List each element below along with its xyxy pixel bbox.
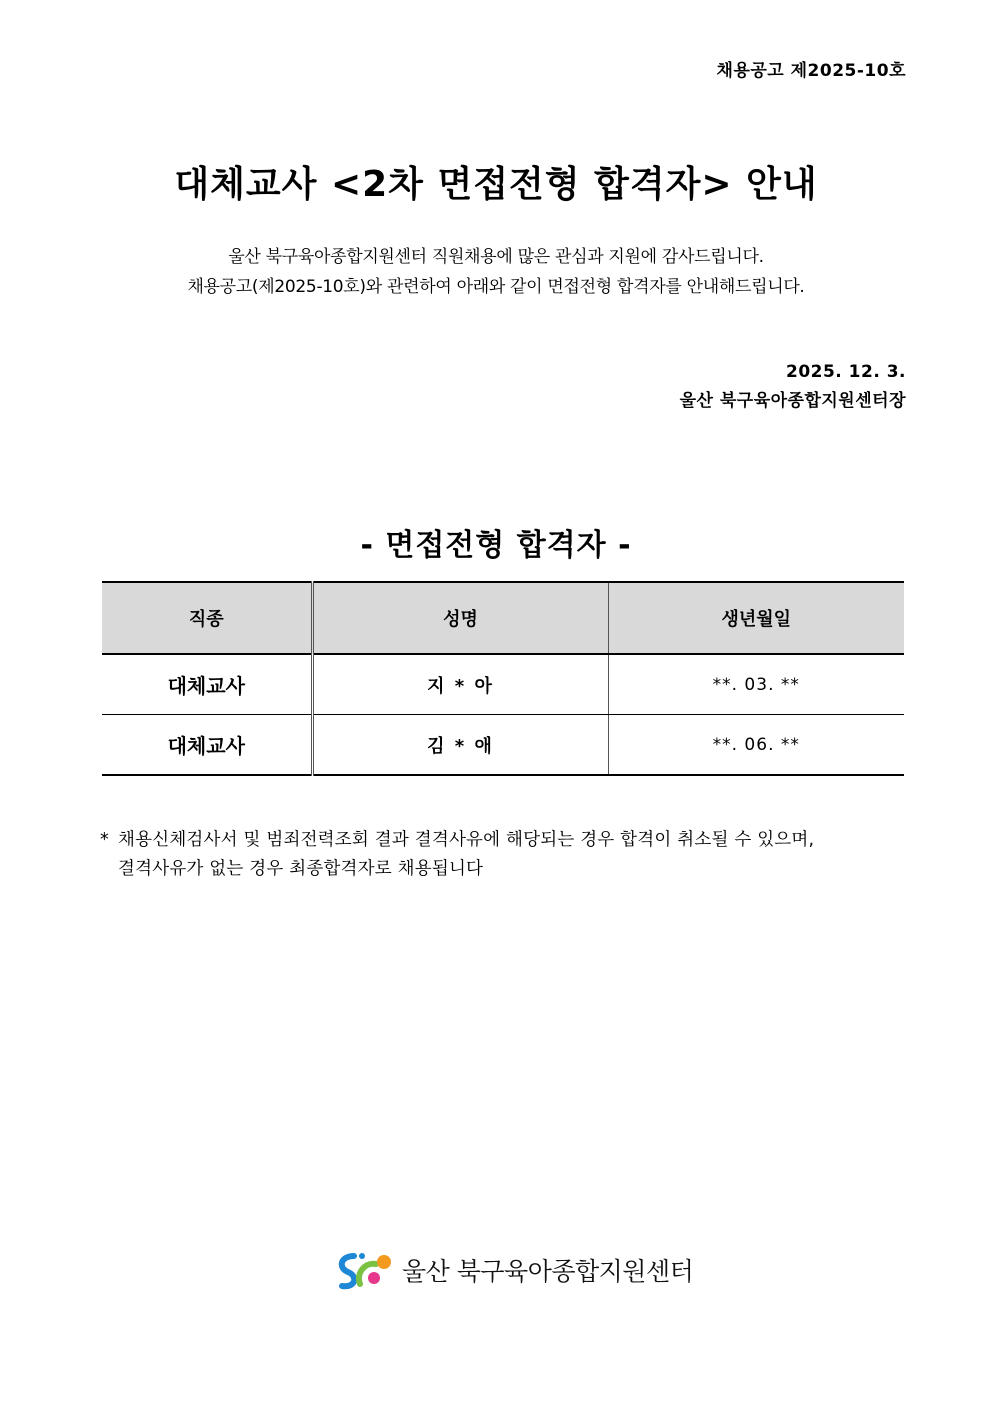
cell-job: 대체교사 <box>102 715 312 776</box>
footnote-line-1 <box>100 826 906 855</box>
cell-birth: **. 03. ** <box>608 654 904 715</box>
table-row <box>102 654 904 715</box>
result-table <box>102 581 904 776</box>
issuer-name: 울산 북구육아종합지원센터장 <box>679 391 906 411</box>
header-birth: 생년월일 <box>608 582 904 654</box>
cell-name: 지 * 아 <box>312 654 608 715</box>
center-logo-icon <box>334 1248 394 1292</box>
footer-brand <box>334 1248 693 1292</box>
table-row <box>102 715 904 776</box>
section-title: - 면접전형 합격자 - <box>360 528 632 563</box>
notice-number: 채용공고 제2025-10호 <box>716 61 906 81</box>
header-job: 직종 <box>102 582 312 654</box>
center-name: 울산 북구육아종합지원센터 <box>402 1257 694 1286</box>
page-title: 대체교사 <2차 면접전형 합격자> 안내 <box>174 164 818 205</box>
intro-text <box>0 242 992 302</box>
footnote-marker: * <box>100 830 109 850</box>
intro-line-2: 채용공고(제2025-10호)와 관련하여 아래와 같이 면접전형 합격자를 안내해드립니다. <box>187 277 805 297</box>
footnote-text-1: 채용신체검사서 및 범죄전력조회 결과 결격사유에 해당되는 경우 합격이 취소될 수 있으며, <box>118 830 815 850</box>
issuer-block <box>680 358 906 416</box>
footnote-line-2: 결격사유가 없는 경우 최종합격자로 채용됩니다 <box>118 859 484 879</box>
cell-job: 대체교사 <box>102 654 312 715</box>
logo-dot-orange <box>377 1255 391 1269</box>
intro-line-1: 울산 북구육아종합지원센터 직원채용에 많은 관심과 지원에 감사드립니다. <box>228 247 764 267</box>
footnote <box>100 826 906 884</box>
logo-swoosh-blue <box>342 1256 355 1286</box>
table-header-row <box>102 582 904 654</box>
header-name: 성명 <box>312 582 608 654</box>
issue-date: 2025. 12. 3. <box>785 362 906 382</box>
logo-dot-pink <box>368 1272 380 1284</box>
cell-name: 김 * 애 <box>312 715 608 776</box>
cell-birth: **. 06. ** <box>608 715 904 776</box>
logo-dot-blue <box>359 1253 365 1259</box>
